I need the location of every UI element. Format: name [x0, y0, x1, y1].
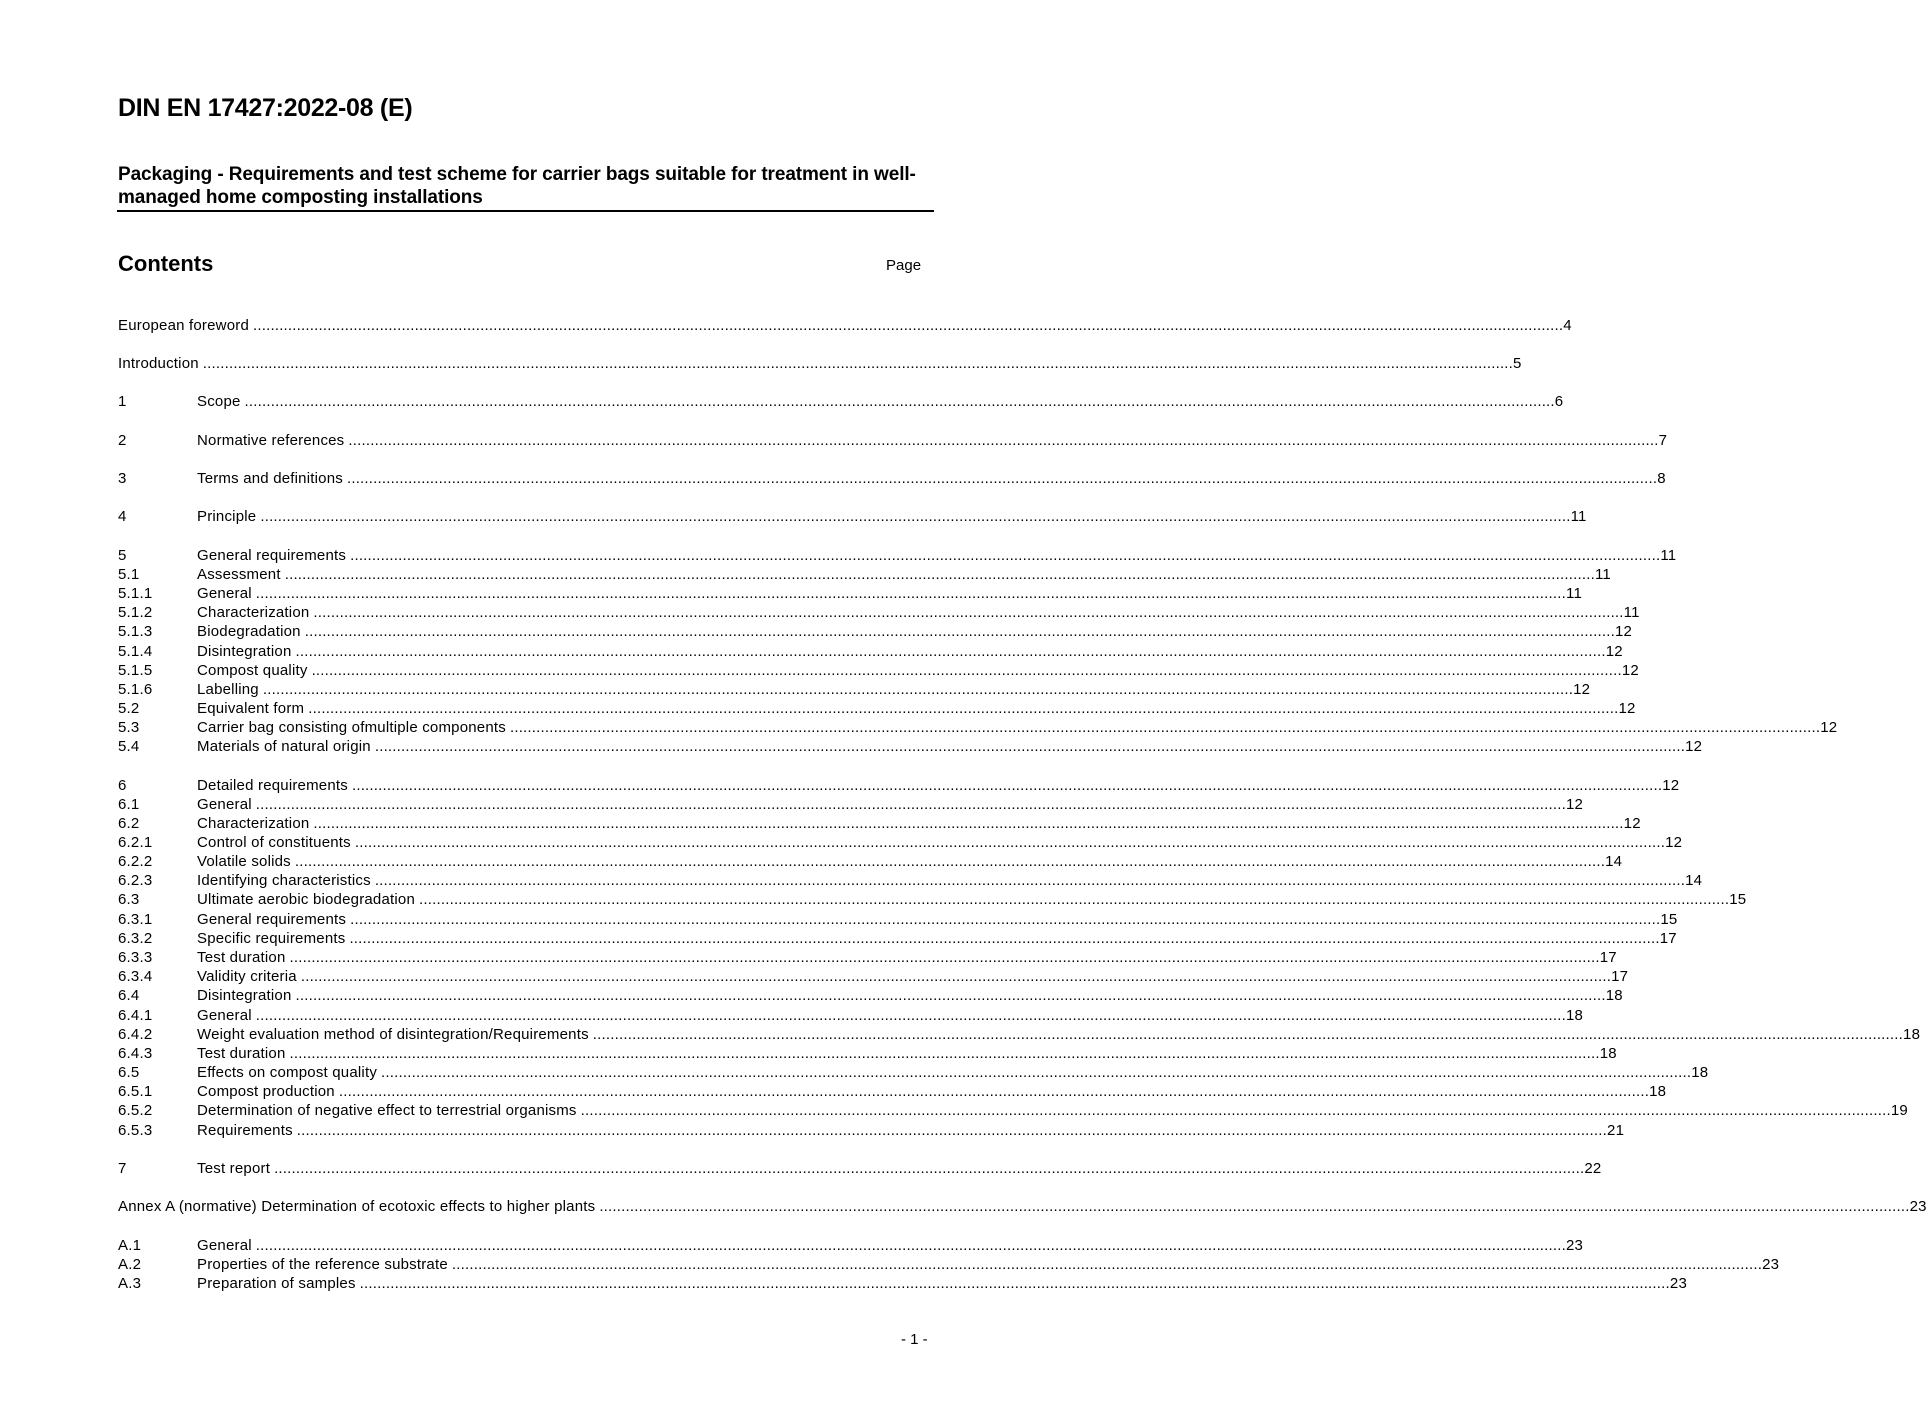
toc-entry-number: 5.1.6: [118, 681, 153, 698]
toc-entry[interactable]: [118, 507, 1587, 526]
toc-entry-page: 12: [1621, 662, 1639, 679]
toc-entry-title: General: [197, 585, 252, 602]
toc-entry[interactable]: [118, 910, 1678, 929]
toc-entry-page: 23: [1909, 1198, 1927, 1215]
toc-entry[interactable]: [118, 431, 1668, 450]
toc-entry-title: Materials of natural origin: [197, 738, 371, 755]
toc-dot-leader: ............................................................................................................................................................................................................................................................................................................: [308, 700, 1619, 717]
toc-entry-title: Test report: [197, 1160, 271, 1177]
toc-entry[interactable]: [118, 1121, 1625, 1140]
toc-dot-leader: ............................................................................................................................................................................................................................................................................................................: [296, 1122, 1608, 1139]
toc-entry[interactable]: [118, 795, 1584, 814]
toc-entry[interactable]: [118, 1082, 1667, 1101]
toc-dot-leader: ............................................................................................................................................................................................................................................................................................................: [304, 623, 1615, 640]
toc-entry[interactable]: [118, 699, 1636, 718]
toc-dot-leader: ............................................................................................................................................................................................................................................................................................................: [300, 968, 1612, 985]
toc-entry-page: 15: [1729, 891, 1747, 908]
toc-entry[interactable]: [118, 1025, 1921, 1044]
toc-entry-page: 18: [1691, 1064, 1709, 1081]
toc-dot-leader: ............................................................................................................................................................................................................................................................................................................: [313, 604, 1624, 621]
toc-dot-leader: ............................................................................................................................................................................................................................................................................................................: [284, 566, 1595, 583]
toc-entry-number: 5.1.5: [118, 662, 153, 679]
toc-dot-leader: ............................................................................................................................................................................................................................................................................................................: [381, 1064, 1692, 1081]
toc-entry-title: Introduction: [118, 355, 199, 372]
toc-entry[interactable]: [118, 890, 1747, 909]
toc-entry[interactable]: [118, 469, 1666, 488]
toc-entry-title: Compost production: [197, 1083, 335, 1100]
toc-entry-number: 3: [118, 470, 127, 487]
toc-entry-title: Scope: [197, 393, 241, 410]
toc-entry-title: Specific requirements: [197, 930, 346, 947]
toc-dot-leader: ............................................................................................................................................................................................................................................................................................................: [350, 547, 1661, 564]
toc-dot-leader: ............................................................................................................................................................................................................................................................................................................: [255, 585, 1567, 602]
toc-entry[interactable]: [118, 392, 1564, 411]
toc-entry-page: 11: [1623, 604, 1640, 621]
toc-entry-title: Terms and definitions: [197, 470, 343, 487]
toc-entry-page: 11: [1660, 547, 1677, 564]
toc-entry-title: Effects on compost quality: [197, 1064, 378, 1081]
toc-entry-title: Determination of negative effect to terrestrial organisms: [197, 1102, 577, 1119]
toc-entry-page: 12: [1618, 700, 1636, 717]
toc-entry-title: Properties of the reference substrate: [197, 1256, 448, 1273]
toc-entry[interactable]: [118, 1063, 1709, 1082]
toc-dot-leader: ............................................................................................................................................................................................................................................................................................................: [289, 949, 1600, 966]
toc-entry-page: 12: [1665, 834, 1683, 851]
toc-dot-leader: ............................................................................................................................................................................................................................................................................................................: [580, 1102, 1891, 1119]
toc-entry[interactable]: [118, 833, 1683, 852]
toc-entry-title: General: [197, 1237, 252, 1254]
toc-entry[interactable]: [118, 680, 1591, 699]
toc-entry[interactable]: [118, 1197, 1927, 1216]
document-subtitle: Packaging - Requirements and test scheme for carrier bags suitable for treatment in well-managed home composting installations: [118, 164, 916, 208]
toc-dot-leader: ............................................................................................................................................................................................................................................................................................................: [374, 738, 1686, 755]
toc-entry-page: 18: [1599, 1045, 1617, 1062]
toc-entry-title: European foreword: [118, 317, 249, 334]
toc-entry-number: 7: [118, 1160, 127, 1177]
toc-dot-leader: ............................................................................................................................................................................................................................................................................................................: [274, 1160, 1585, 1177]
toc-dot-leader: ............................................................................................................................................................................................................................................................................................................: [592, 1026, 1904, 1043]
toc-entry-title: Annex A (normative) Determination of ecotoxic effects to higher plants: [118, 1198, 596, 1215]
toc-entry-number: 4: [118, 508, 127, 525]
title-divider: [117, 210, 934, 212]
toc-entry-title: Volatile solids: [197, 853, 291, 870]
toc-entry-page: 12: [1662, 777, 1680, 794]
toc-entry[interactable]: [118, 316, 1572, 335]
toc-entry-title: General: [197, 796, 252, 813]
toc-entry[interactable]: [118, 776, 1680, 795]
toc-entry-title: Characterization: [197, 815, 310, 832]
toc-entry-title: Carrier bag consisting ofmultiple components: [197, 719, 506, 736]
toc-dot-leader: ............................................................................................................................................................................................................................................................................................................: [351, 777, 1663, 794]
toc-entry-page: 12: [1623, 815, 1641, 832]
toc-entry-title: Detailed requirements: [197, 777, 348, 794]
toc-entry[interactable]: [118, 603, 1640, 622]
toc-entry-title: Biodegradation: [197, 623, 301, 640]
toc-entry[interactable]: [118, 565, 1611, 584]
toc-entry-page: 17: [1659, 930, 1677, 947]
toc-entry-number: 6.3.4: [118, 968, 153, 985]
toc-entry[interactable]: [118, 737, 1703, 756]
toc-entry[interactable]: [118, 718, 1838, 737]
toc-entry-number: 6.2.2: [118, 853, 153, 870]
toc-entry-number: 6.5.3: [118, 1122, 153, 1139]
toc-dot-leader: ............................................................................................................................................................................................................................................................................................................: [313, 815, 1624, 832]
toc-entry-page: 6: [1554, 393, 1564, 410]
toc-dot-leader: ............................................................................................................................................................................................................................................................................................................: [451, 1256, 1763, 1273]
toc-entry-page: 18: [1903, 1026, 1921, 1043]
toc-entry[interactable]: [118, 546, 1677, 565]
toc-entry-page: 18: [1649, 1083, 1667, 1100]
toc-entry-number: 6.4: [118, 987, 140, 1004]
toc-entry[interactable]: [118, 1101, 1908, 1120]
toc-entry-number: 6: [118, 777, 127, 794]
toc-entry-page: 23: [1566, 1237, 1584, 1254]
toc-dot-leader: ............................................................................................................................................................................................................................................................................................................: [374, 872, 1686, 889]
toc-entry-page: 19: [1890, 1102, 1908, 1119]
toc-entry-title: Labelling: [197, 681, 259, 698]
toc-entry-title: Principle: [197, 508, 257, 525]
toc-entry-title: Control of constituents: [197, 834, 351, 851]
toc-entry-page: 4: [1563, 317, 1572, 334]
toc-entry[interactable]: [118, 354, 1522, 373]
toc-dot-leader: ............................................................................................................................................................................................................................................................................................................: [295, 643, 1606, 660]
toc-entry-page: 11: [1570, 508, 1587, 525]
toc-dot-leader: ............................................................................................................................................................................................................................................................................................................: [311, 662, 1622, 679]
toc-dot-leader: ............................................................................................................................................................................................................................................................................................................: [255, 1007, 1567, 1024]
toc-dot-leader: ............................................................................................................................................................................................................................................................................................................: [294, 853, 1606, 870]
toc-entry[interactable]: [118, 1236, 1584, 1255]
toc-dot-leader: ............................................................................................................................................................................................................................................................................................................: [348, 432, 1659, 449]
toc-entry-number: 6.4.2: [118, 1026, 153, 1043]
toc-entry[interactable]: [118, 661, 1639, 680]
toc-entry-title: Test duration: [197, 949, 286, 966]
toc-entry[interactable]: [118, 1044, 1617, 1063]
toc-entry[interactable]: [118, 1006, 1584, 1025]
toc-entry-number: 5.1.2: [118, 604, 153, 621]
toc-dot-leader: ............................................................................................................................................................................................................................................................................................................: [359, 1275, 1670, 1292]
toc-entry[interactable]: [118, 642, 1623, 661]
toc-entry-page: 8: [1657, 470, 1666, 487]
document-title: DIN EN 17427:2022-08 (E): [118, 94, 413, 122]
toc-dot-leader: ............................................................................................................................................................................................................................................................................................................: [295, 987, 1606, 1004]
toc-entry-number: 6.3.3: [118, 949, 153, 966]
toc-entry-number: 5: [118, 547, 127, 564]
toc-entry-number: 2: [118, 432, 127, 449]
toc-entry-page: 22: [1584, 1160, 1602, 1177]
toc-entry-page: 12: [1605, 643, 1623, 660]
toc-entry-page: 12: [1820, 719, 1838, 736]
toc-entry-title: Assessment: [197, 566, 281, 583]
toc-entry-number: 5.1.4: [118, 643, 153, 660]
toc-entry-title: Normative references: [197, 432, 345, 449]
toc-entry-title: Identifying characteristics: [197, 872, 371, 889]
toc-entry-title: Ultimate aerobic biodegradation: [197, 891, 415, 908]
toc-entry-page: 18: [1566, 1007, 1584, 1024]
toc-entry-page: 5: [1513, 355, 1522, 372]
toc-entry-number: 5.3: [118, 719, 140, 736]
toc-dot-leader: ............................................................................................................................................................................................................................................................................................................: [262, 681, 1574, 698]
toc-dot-leader: ............................................................................................................................................................................................................................................................................................................: [354, 834, 1666, 851]
toc-entry-number: 5.1.1: [118, 585, 153, 602]
toc-dot-leader: ............................................................................................................................................................................................................................................................................................................: [338, 1083, 1650, 1100]
toc-dot-leader: ............................................................................................................................................................................................................................................................................................................: [346, 470, 1658, 487]
toc-entry-page: 7: [1658, 432, 1668, 449]
toc-dot-leader: ............................................................................................................................................................................................................................................................................................................: [202, 355, 1514, 372]
toc-entry[interactable]: [118, 986, 1623, 1005]
toc-entry-title: General: [197, 1007, 252, 1024]
toc-entry-number: A.3: [118, 1275, 142, 1292]
toc-dot-leader: ............................................................................................................................................................................................................................................................................................................: [509, 719, 1821, 736]
toc-entry-title: Characterization: [197, 604, 310, 621]
toc-entry[interactable]: [118, 1159, 1602, 1178]
toc-dot-leader: ............................................................................................................................................................................................................................................................................................................: [255, 796, 1567, 813]
toc-entry-number: 6.3: [118, 891, 140, 908]
toc-entry-title: General requirements: [197, 547, 347, 564]
toc-entry-page: 17: [1599, 949, 1617, 966]
toc-entry-number: 6.3.2: [118, 930, 153, 947]
toc-entry-number: 6.4.3: [118, 1045, 153, 1062]
toc-entry-page: 14: [1685, 872, 1703, 889]
toc-entry-number: 6.2.1: [118, 834, 153, 851]
toc-entry-number: 5.2: [118, 700, 140, 717]
toc-entry-title: Disintegration: [197, 987, 292, 1004]
toc-entry-number: 6.4.1: [118, 1007, 153, 1024]
toc-dot-leader: ............................................................................................................................................................................................................................................................................................................: [255, 1237, 1567, 1254]
toc-entry-page: 23: [1762, 1256, 1780, 1273]
toc-entry-title: Equivalent form: [197, 700, 305, 717]
toc-entry-number: 6.5.1: [118, 1083, 153, 1100]
toc-entry-number: 6.3.1: [118, 911, 153, 928]
toc-entry-page: 17: [1611, 968, 1629, 985]
toc-entry[interactable]: [118, 584, 1582, 603]
toc-entry-title: Requirements: [197, 1122, 293, 1139]
toc-entry-page: 12: [1614, 623, 1633, 640]
toc-entry-number: 6.2.3: [118, 872, 153, 889]
toc-dot-leader: ............................................................................................................................................................................................................................................................................................................: [260, 508, 1571, 525]
toc-dot-leader: ............................................................................................................................................................................................................................................................................................................: [599, 1198, 1910, 1215]
toc-dot-leader: ............................................................................................................................................................................................................................................................................................................: [244, 393, 1555, 410]
toc-entry-number: 5.4: [118, 738, 140, 755]
toc-entry-number: 6.1: [118, 796, 140, 813]
toc-entry-page: 12: [1566, 796, 1584, 813]
toc-entry-number: 1: [118, 393, 127, 410]
toc-entry-title: Weight evaluation method of disintegration/Requirements: [197, 1026, 589, 1043]
toc-entry[interactable]: [118, 814, 1641, 833]
toc-entry[interactable]: [118, 929, 1677, 948]
toc-entry-number: 5.1: [118, 566, 140, 583]
toc-entry[interactable]: [118, 967, 1629, 986]
toc-dot-leader: ............................................................................................................................................................................................................................................................................................................: [350, 911, 1661, 928]
page-column-heading: Page: [886, 257, 922, 274]
toc-entry-number: A.1: [118, 1237, 142, 1254]
toc-entry-title: Preparation of samples: [197, 1275, 356, 1292]
toc-entry-title: Compost quality: [197, 662, 308, 679]
toc-entry-page: 14: [1605, 853, 1623, 870]
toc-entry-page: 12: [1685, 738, 1703, 755]
toc-entry-number: 6.5: [118, 1064, 140, 1081]
toc-entry[interactable]: [118, 852, 1623, 871]
toc-entry-page: 11: [1566, 585, 1582, 602]
toc-dot-leader: ............................................................................................................................................................................................................................................................................................................: [289, 1045, 1600, 1062]
toc-entry-page: 21: [1607, 1122, 1625, 1139]
toc-entry[interactable]: [118, 948, 1617, 967]
toc-entry-number: 6.2: [118, 815, 140, 832]
toc-entry-page: 18: [1605, 987, 1623, 1004]
toc-entry-title: Validity criteria: [197, 968, 297, 985]
toc-entry-number: 6.5.2: [118, 1102, 153, 1119]
toc-entry[interactable]: [118, 622, 1633, 641]
toc-entry-page: 23: [1669, 1275, 1687, 1292]
toc-entry-number: A.2: [118, 1256, 142, 1273]
toc-dot-leader: ............................................................................................................................................................................................................................................................................................................: [349, 930, 1660, 947]
contents-heading: Contents: [118, 251, 214, 276]
toc-entry[interactable]: [118, 1255, 1780, 1274]
toc-entry-page: 11: [1594, 566, 1611, 583]
toc-entry-title: General requirements: [197, 911, 347, 928]
toc-entry[interactable]: [118, 1274, 1687, 1293]
toc-dot-leader: ............................................................................................................................................................................................................................................................................................................: [252, 317, 1564, 334]
toc-entry-title: Test duration: [197, 1045, 286, 1062]
toc-dot-leader: ............................................................................................................................................................................................................................................................................................................: [419, 891, 1730, 908]
page-number: - 1 -: [901, 1331, 928, 1348]
toc-entry[interactable]: [118, 871, 1703, 890]
toc-entry-number: 5.1.3: [118, 623, 153, 640]
toc-entry-title: Disintegration: [197, 643, 292, 660]
toc-entry-page: 12: [1573, 681, 1591, 698]
toc-entry-page: 15: [1660, 911, 1678, 928]
